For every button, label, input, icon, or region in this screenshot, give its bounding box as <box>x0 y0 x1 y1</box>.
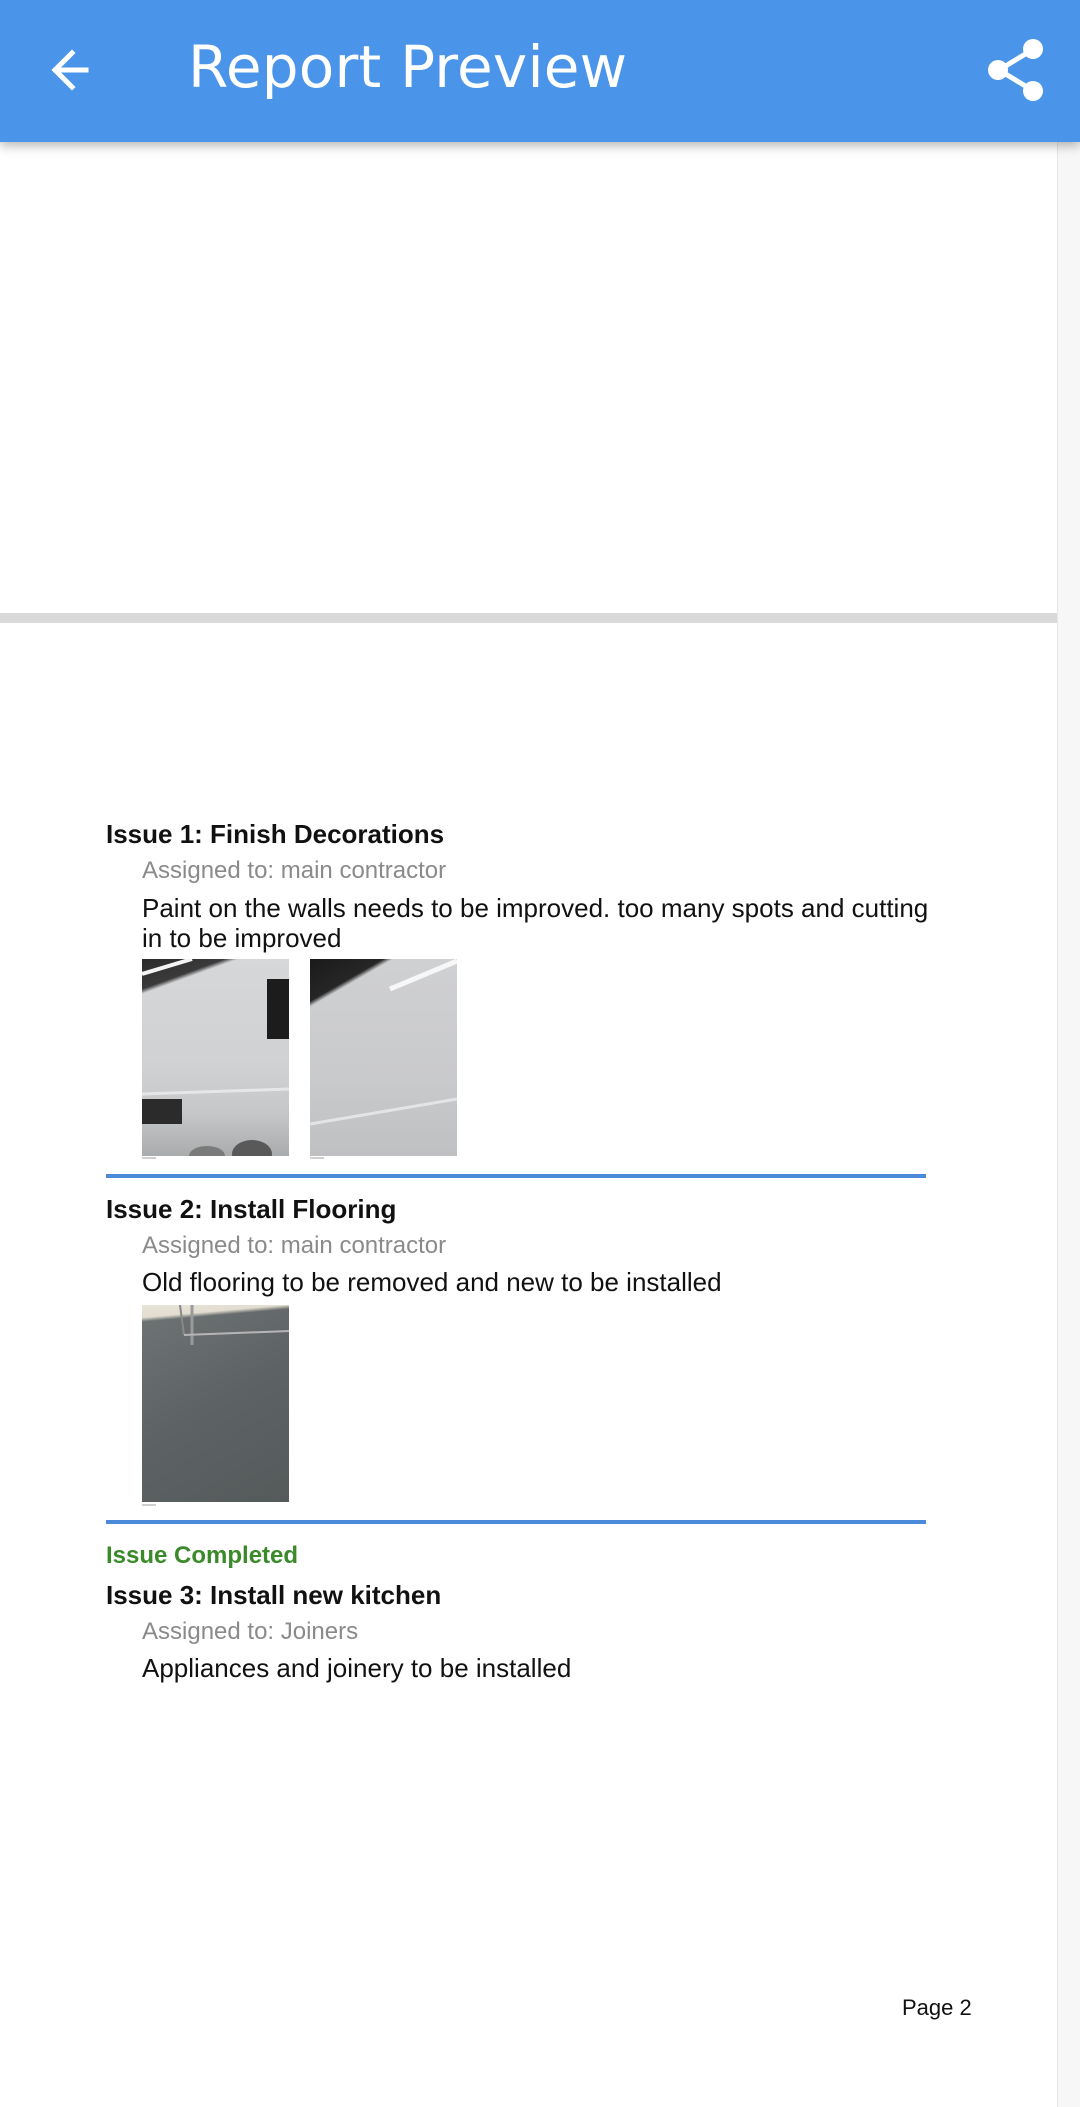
issue-description: Appliances and joinery to be installed <box>142 1653 572 1683</box>
app-bar <box>0 0 1080 142</box>
issue-divider <box>106 1520 926 1524</box>
issue-assignee: Assigned to: main contractor <box>142 857 447 884</box>
scrollbar[interactable] <box>1057 142 1080 2107</box>
page-number: Page 2 <box>902 1995 972 2020</box>
issue-photo[interactable] <box>142 959 289 1156</box>
page-title: Report Preview <box>188 33 628 101</box>
issue-title: Issue 1: Finish Decorations <box>106 819 445 849</box>
page-separator <box>0 613 1057 623</box>
wall-photo-graphic <box>310 959 457 1156</box>
issue-description: Old flooring to be removed and new to be installed <box>142 1267 722 1297</box>
photo-caption <box>310 1157 324 1159</box>
floor-photo-graphic <box>142 1305 289 1502</box>
issue-photo[interactable] <box>142 1305 289 1502</box>
photo-caption <box>142 1504 156 1506</box>
issue-photo[interactable] <box>310 959 457 1156</box>
issue-assignee: Assigned to: main contractor <box>142 1232 447 1259</box>
issue-title: Issue 2: Install Flooring <box>106 1194 397 1224</box>
wall-photo-graphic <box>142 959 289 1156</box>
status-badge: Issue Completed <box>106 1542 299 1569</box>
back-button[interactable] <box>44 37 104 103</box>
issue-assignee: Assigned to: Joiners <box>142 1618 359 1645</box>
issue-description: Paint on the walls needs to be improved. too many spots and cutting in to be improved <box>142 893 929 953</box>
photo-caption <box>142 1157 156 1159</box>
share-button[interactable] <box>986 38 1048 102</box>
issue-divider <box>106 1174 926 1178</box>
issue-title: Issue 3: Install new kitchen <box>106 1580 442 1610</box>
share-icon <box>986 38 1048 102</box>
arrow-left-icon <box>44 37 104 103</box>
